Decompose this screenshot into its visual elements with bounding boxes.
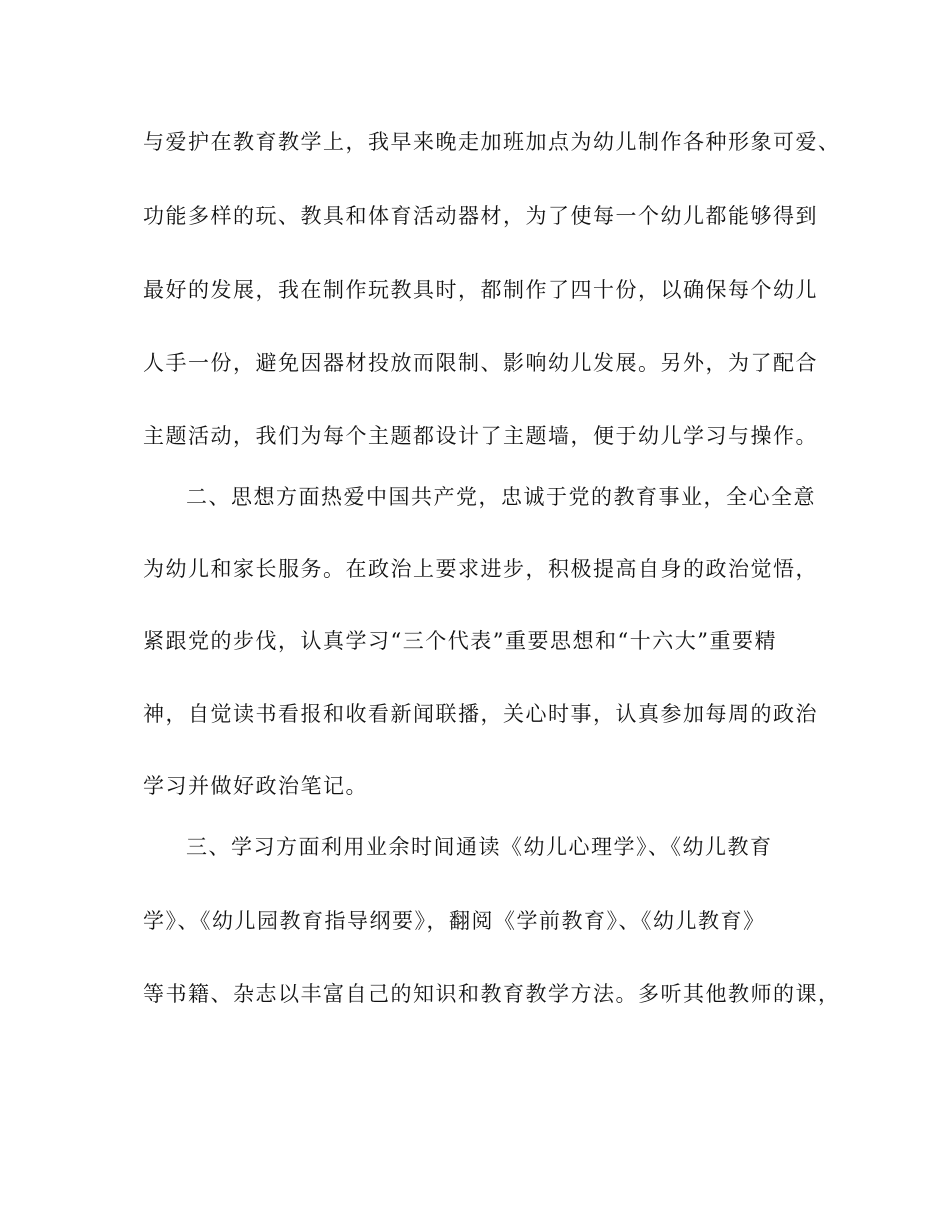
text-line-8: 紧跟党的步伐，认真学习“三个代表”重要思想和“十六大”重要精 (143, 629, 777, 653)
text-line-1: 与爱护在教育教学上，我早来晚走加班加点为幼儿制作各种形象可爱、 (143, 130, 841, 154)
text-line-3: 最好的发展，我在制作玩教具时，都制作了四十份，以确保每个幼儿 (143, 278, 818, 302)
paragraph-3-start: 三、学习方面利用业余时间通读《幼儿心理学》、《幼儿教育 (186, 835, 773, 859)
paragraph-2-start: 二、思想方面热爱中国共产党，忠诚于党的教育事业，全心全意 (186, 485, 816, 509)
text-line-2: 功能多样的玩、教具和体育活动器材，为了使每一个幼儿都能够得到 (143, 204, 818, 228)
text-line-12: 学》、《幼儿园教育指导纲要》，翻阅《学前教育》、《幼儿教育》 (143, 909, 766, 933)
text-line-10: 学习并做好政治笔记。 (143, 774, 368, 798)
text-line-7: 为幼儿和家长服务。在政治上要求进步，积极提高自身的政治觉悟， (143, 557, 818, 581)
text-line-9: 神，自觉读书看报和收看新闻联播，关心时事，认真参加每周的政治 (143, 702, 818, 726)
text-line-13: 等书籍、杂志以丰富自己的知识和教育教学方法。多听其他教师的课， (143, 982, 841, 1006)
text-line-4: 人手一份，避免因器材投放而限制、影响幼儿发展。另外，为了配合 (143, 351, 818, 375)
text-line-5: 主题活动，我们为每个主题都设计了主题墙，便于幼儿学习与操作。 (143, 424, 818, 448)
